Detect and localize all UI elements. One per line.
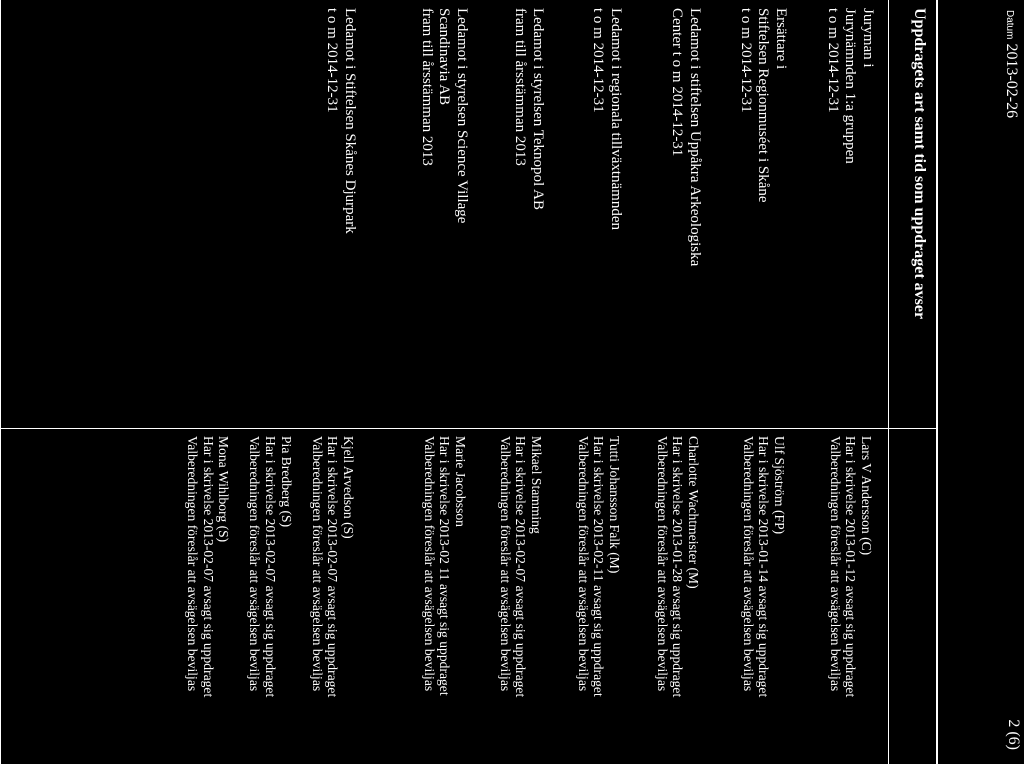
assignment-cell: Ledamot i styrelsen Science Village Scandinavia AB fram till årsstämman 2013 bbox=[419, 8, 470, 224]
assignment-cell: Ersättare i Stiftelsen Regionmuséet i Skåne t o m 2014-12-31 bbox=[738, 8, 789, 203]
person-cell: Charlotte Wachtmeister (M) Har i skrivelse 2013-01-28 avsagt sig uppdraget Valberedningen föreslår att avsägelsen beviljas bbox=[654, 436, 701, 698]
column-divider bbox=[1, 428, 936, 429]
person-cell: Marie Jacobsson Har i skrivelse 2013-02 11 avsagt sig uppdraget Valberedningen föreslår att avsägelsen beviljas bbox=[421, 436, 468, 696]
date-label: Datum bbox=[1004, 10, 1015, 40]
assignment-cell: Juryman i Jurynämnden 1:a gruppen t o m 2014-12-31 bbox=[825, 8, 876, 164]
assignment-cell: Ledamot i styrelsen Teknopol AB fram till årsstämman 2013 bbox=[512, 8, 546, 210]
date-value: 2013-02-26 bbox=[1003, 43, 1020, 119]
assignment-cell: Ledamot i regionala tillväxtnämnden t o m 2014-12-31 bbox=[590, 8, 624, 231]
person-cell: Lars V Andersson (C) Har i skrivelse 2013-01-12 avsagt sig uppdraget Valberedningen föreslår att avsägelsen beviljas bbox=[827, 436, 874, 698]
person-cell: Ulf Sjöström (FP) Har i skrivelse 2013-01-14 avsagt sig uppdraget Valberedningen föreslår att avsägelsen beviljas bbox=[740, 436, 787, 698]
table-title: Uppdragets art samt tid som uppdraget avser bbox=[911, 8, 928, 320]
assignment-cell: Ledamot i Stiftelsen Skånes Djurpark t o m 2014-12-31 bbox=[324, 8, 358, 234]
person-cell: Tutti Johansson Falk (M) Har i skrivelse 2013-02-11 avsagt sig uppdraget Valberedningen föreslår att avsägelsen beviljas bbox=[575, 436, 622, 697]
page-number: 2 (6) bbox=[1005, 719, 1022, 750]
title-rule bbox=[888, 0, 889, 764]
date-header bbox=[1002, 10, 1020, 118]
person-cell: Mikael Stamming Har i skrivelse 2013-02-07 avsagt sig uppdraget Valberedningen föreslår att avsägelsen beviljas bbox=[497, 436, 544, 698]
person-cell: Kjell Arvedson (S) Har i skrivelse 2013-02-07 avsagt sig uppdraget Valberedningen föreslår att avsägelsen beviljas Pia Bredberg (S) Har i skrivelse 2013-02-07 avsagt sig uppdraget Valberedningen föreslår att avsägelsen beviljas Mona Wihlborg (S) Har i skrivelse 2013-02-07 avsagt sig uppdraget Valberedningen föreslår att avsägelsen beviljas bbox=[185, 436, 356, 698]
assignment-cell: Ledamot i stiftelsen Uppåkra Arkeologiska Center t o m 2014-12-31 bbox=[669, 8, 703, 267]
